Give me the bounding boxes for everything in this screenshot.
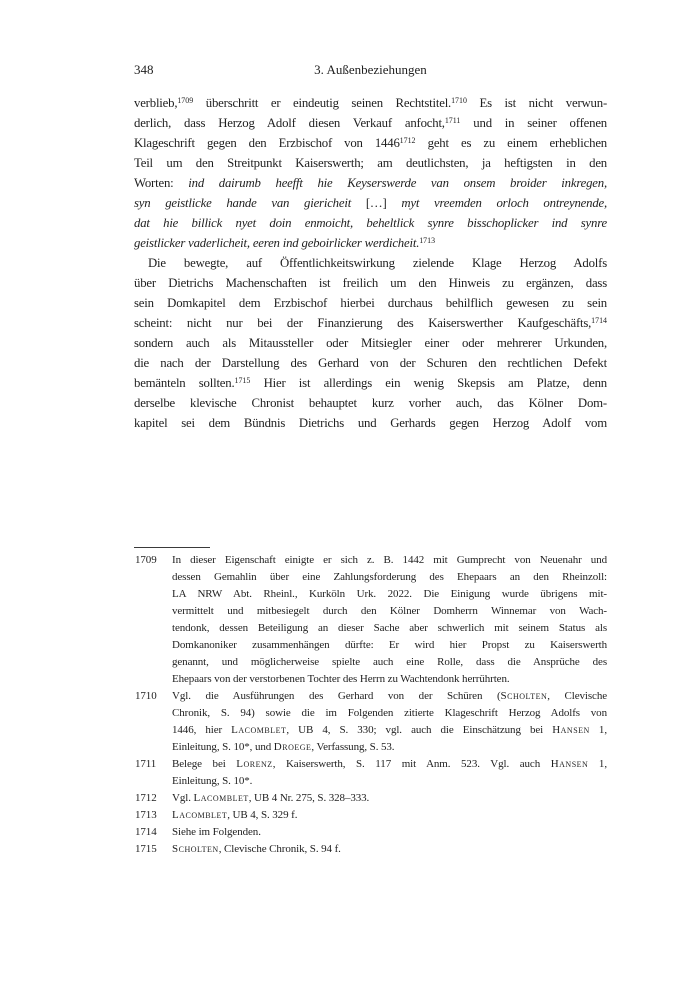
footnote-number: 1713: [135, 809, 157, 821]
footnote-text: [172, 552, 607, 688]
footnote-item: [134, 552, 607, 688]
text-line: [172, 569, 607, 586]
text-segment: Vgl.: [172, 792, 194, 804]
text-line: [134, 93, 607, 113]
text-line: [134, 353, 607, 373]
footnote-item: [134, 807, 607, 824]
body-paragraph: [134, 253, 607, 433]
text-line: [172, 586, 607, 603]
text-segment: Scholten: [500, 690, 548, 702]
footnote-item: [134, 756, 607, 790]
text-line: [134, 393, 607, 413]
text-segment: Domkanoniker zusammenhängen dürfte: Er wird hier Propst zu Kaiserswerth: [172, 639, 607, 651]
text-segment: , Clevische: [547, 690, 607, 702]
footnote-text: [172, 790, 607, 807]
text-segment: Teil um den Streitpunkt Kaiserswerth; am deutlichsten, ja heftigsten in den: [134, 156, 607, 170]
text-line: [134, 313, 607, 333]
text-line: [134, 333, 607, 353]
footnote-number: 1711: [135, 758, 157, 770]
main-text: [134, 93, 607, 433]
footnote-text: [172, 841, 607, 858]
text-segment: sondern auch als Mitaussteller oder Mitsiegler einer oder mehrerer Urkunden,: [134, 336, 607, 350]
text-segment: über Dietrichs Machenschaften ist freilich um den Hinweis zu ergänzen, dass: [134, 276, 607, 290]
text-segment: […]: [365, 196, 387, 210]
body-paragraph: [134, 93, 607, 253]
text-segment: Siehe im Folgenden.: [172, 826, 261, 838]
text-segment: geht es zu einem erheblichen: [415, 136, 607, 150]
text-segment: myt vreemden orloch ontreynende,: [386, 196, 607, 210]
text-segment: Klageschrift gegen den Erzbischof von 1446: [134, 136, 400, 150]
text-segment: Lacomblet: [193, 792, 249, 804]
text-segment: sein Domkapitel dem Erzbischof hierbei durchaus behilflich gewesen zu sein: [134, 296, 607, 310]
text-line: [134, 253, 607, 273]
footnote-item: [134, 688, 607, 756]
chapter-title: 3. Außenbeziehungen: [314, 62, 427, 77]
text-segment: In dieser Eigenschaft einigte er sich z. B. 1442 mit Gumprecht von Neuenahr und: [172, 554, 607, 566]
text-line: [134, 113, 607, 133]
text-line: [172, 824, 607, 841]
text-line: [134, 373, 607, 393]
text-line: [172, 552, 607, 569]
footnote-ref: 1709: [177, 96, 194, 106]
text-segment: Ehepaars von der verstorbenen Tochter des Herrn zu Wachtendonk herrührten.: [172, 673, 510, 685]
text-segment: verblieb,: [134, 96, 178, 110]
text-segment: die nach der Darstellung des Gerhard von der Schuren den rechtlichen Defekt: [134, 356, 607, 370]
text-line: [134, 153, 607, 173]
text-segment: , Verfassung, S. 53.: [311, 741, 395, 753]
text-segment: Worten:: [134, 176, 189, 190]
text-segment: Die bewegte, auf Öffentlichkeitswirkung zielende Klage Herzog Adolfs: [148, 256, 607, 270]
text-segment: Hansen: [550, 758, 589, 770]
text-segment: syn geistlicke hande van giericheit: [134, 196, 366, 210]
text-segment: 1,: [589, 724, 607, 736]
text-segment: Einleitung, S. 10*.: [172, 775, 253, 787]
footnote-number: 1714: [135, 826, 157, 838]
text-segment: Droege: [273, 741, 312, 753]
text-segment: dessen Gemahlin über eine Zahlungsforderung des Ehepaars an den Rheinzoll:: [172, 571, 607, 583]
page-number: 348: [134, 62, 154, 77]
text-line: [134, 293, 607, 313]
footnote-text: [172, 756, 607, 790]
footnote-ref: 1713: [419, 236, 436, 246]
text-segment: überschritt er eindeutig seinen Rechtstitel.: [193, 96, 452, 110]
text-line: [172, 722, 607, 739]
text-line: [172, 603, 607, 620]
text-segment: vermittelt und mitbesiegelt durch den Kölner Domherrn Winnemar von Wach-: [172, 605, 607, 617]
text-line: [172, 756, 607, 773]
text-line: [134, 213, 607, 233]
footnote-ref: 1715: [234, 376, 251, 386]
footnote-ref: 1712: [399, 136, 416, 146]
text-segment: , UB 4 Nr. 275, S. 328–333.: [248, 792, 370, 804]
text-segment: Lorenz: [236, 758, 273, 770]
footnote-ref: 1714: [591, 316, 607, 326]
text-segment: Lacomblet: [231, 724, 287, 736]
text-line: [172, 654, 607, 671]
text-line: [172, 620, 607, 637]
text-segment: derlich, dass Herzog Adolf diesen Verkauf anfocht,: [134, 116, 445, 130]
footnote-ref: 1711: [444, 116, 461, 126]
text-line: [172, 671, 607, 688]
text-line: [172, 841, 607, 858]
footnote-number: 1712: [135, 792, 157, 804]
text-segment: scheint: nicht nur bei der Finanzierung des Kaiserswerther Kaufgeschäfts,: [134, 316, 592, 330]
text-line: [172, 807, 607, 824]
text-segment: 1,: [588, 758, 607, 770]
footnote-number: 1715: [135, 843, 157, 855]
text-segment: bemänteln sollten.: [134, 376, 235, 390]
text-segment: , Clevische Chronik, S. 94 f.: [218, 843, 341, 855]
footnote-text: [172, 807, 607, 824]
footnote-ref: 1710: [451, 96, 467, 106]
text-segment: Belege bei: [172, 758, 237, 770]
footnote-item: [134, 841, 607, 858]
text-segment: Chronik, S. 94) sowie die im Folgenden zitierte Klageschrift Herzog Adolfs von: [172, 707, 607, 719]
footnote-separator: [134, 547, 210, 548]
text-line: [172, 637, 607, 654]
footnote-text: [172, 824, 607, 841]
text-segment: , UB 4, S. 330; vgl. auch die Einschätzung bei: [286, 724, 553, 736]
footnote-item: [134, 824, 607, 841]
text-line: [172, 790, 607, 807]
text-segment: Einleitung, S. 10*, und: [172, 741, 274, 753]
text-segment: ind dairumb heefft hie Keyserswerde van onsem broider inkregen,: [188, 176, 607, 190]
text-segment: Hier ist allerdings ein wenig Skepsis am Platze, denn: [250, 376, 607, 390]
text-line: [134, 193, 607, 213]
text-segment: geistlicker vaderlicheit, eeren ind geboirlicker werdicheit.: [134, 236, 420, 250]
text-line: [172, 773, 607, 790]
text-segment: derselbe klevische Chronist behauptet kurz vorher auch, das Kölner Dom-: [134, 396, 607, 410]
text-segment: tendonk, dessen Beteiligung an dieser Sache aber schwerlich mit seinem Status als: [172, 622, 607, 634]
text-line: [134, 233, 607, 253]
text-segment: Hansen: [552, 724, 590, 736]
text-segment: und in seiner offenen: [460, 116, 607, 130]
text-segment: LA NRW Abt. Rheinl., Kurköln Urk. 2022. Die Einigung wurde übrigens mit-: [172, 588, 607, 600]
text-segment: Vgl. die Ausführungen des Gerhard von der Schüren (: [172, 690, 501, 702]
footnote-item: [134, 790, 607, 807]
text-line: [172, 739, 607, 756]
text-line: [134, 273, 607, 293]
text-segment: 1446, hier: [172, 724, 232, 736]
footnote-number: 1710: [135, 690, 157, 702]
text-segment: Lacomblet: [172, 809, 228, 821]
footnote-number: 1709: [135, 554, 157, 566]
text-line: [172, 688, 607, 705]
text-segment: dat hie billick nyet doin enmoicht, beheltlick synre bisschoplicker ind synre: [134, 216, 607, 230]
running-header: [134, 62, 607, 80]
text-segment: genannt, und möglicherweise spielte auch eine Rolle, dass die Ansprüche des: [172, 656, 607, 668]
text-line: [172, 705, 607, 722]
text-line: [134, 133, 607, 153]
text-segment: Es ist nicht verwun-: [466, 96, 607, 110]
text-segment: , Kaiserswerth, S. 117 mit Anm. 523. Vgl. auch: [272, 758, 551, 770]
text-segment: kapitel sei dem Bündnis Dietrichs und Gerhards gegen Herzog Adolf vom: [134, 416, 607, 430]
text-line: [134, 173, 607, 193]
footnote-text: [172, 688, 607, 756]
text-segment: , UB 4, S. 329 f.: [227, 809, 298, 821]
text-line: [134, 413, 607, 433]
footnotes: [134, 552, 607, 858]
text-segment: Scholten: [172, 843, 219, 855]
